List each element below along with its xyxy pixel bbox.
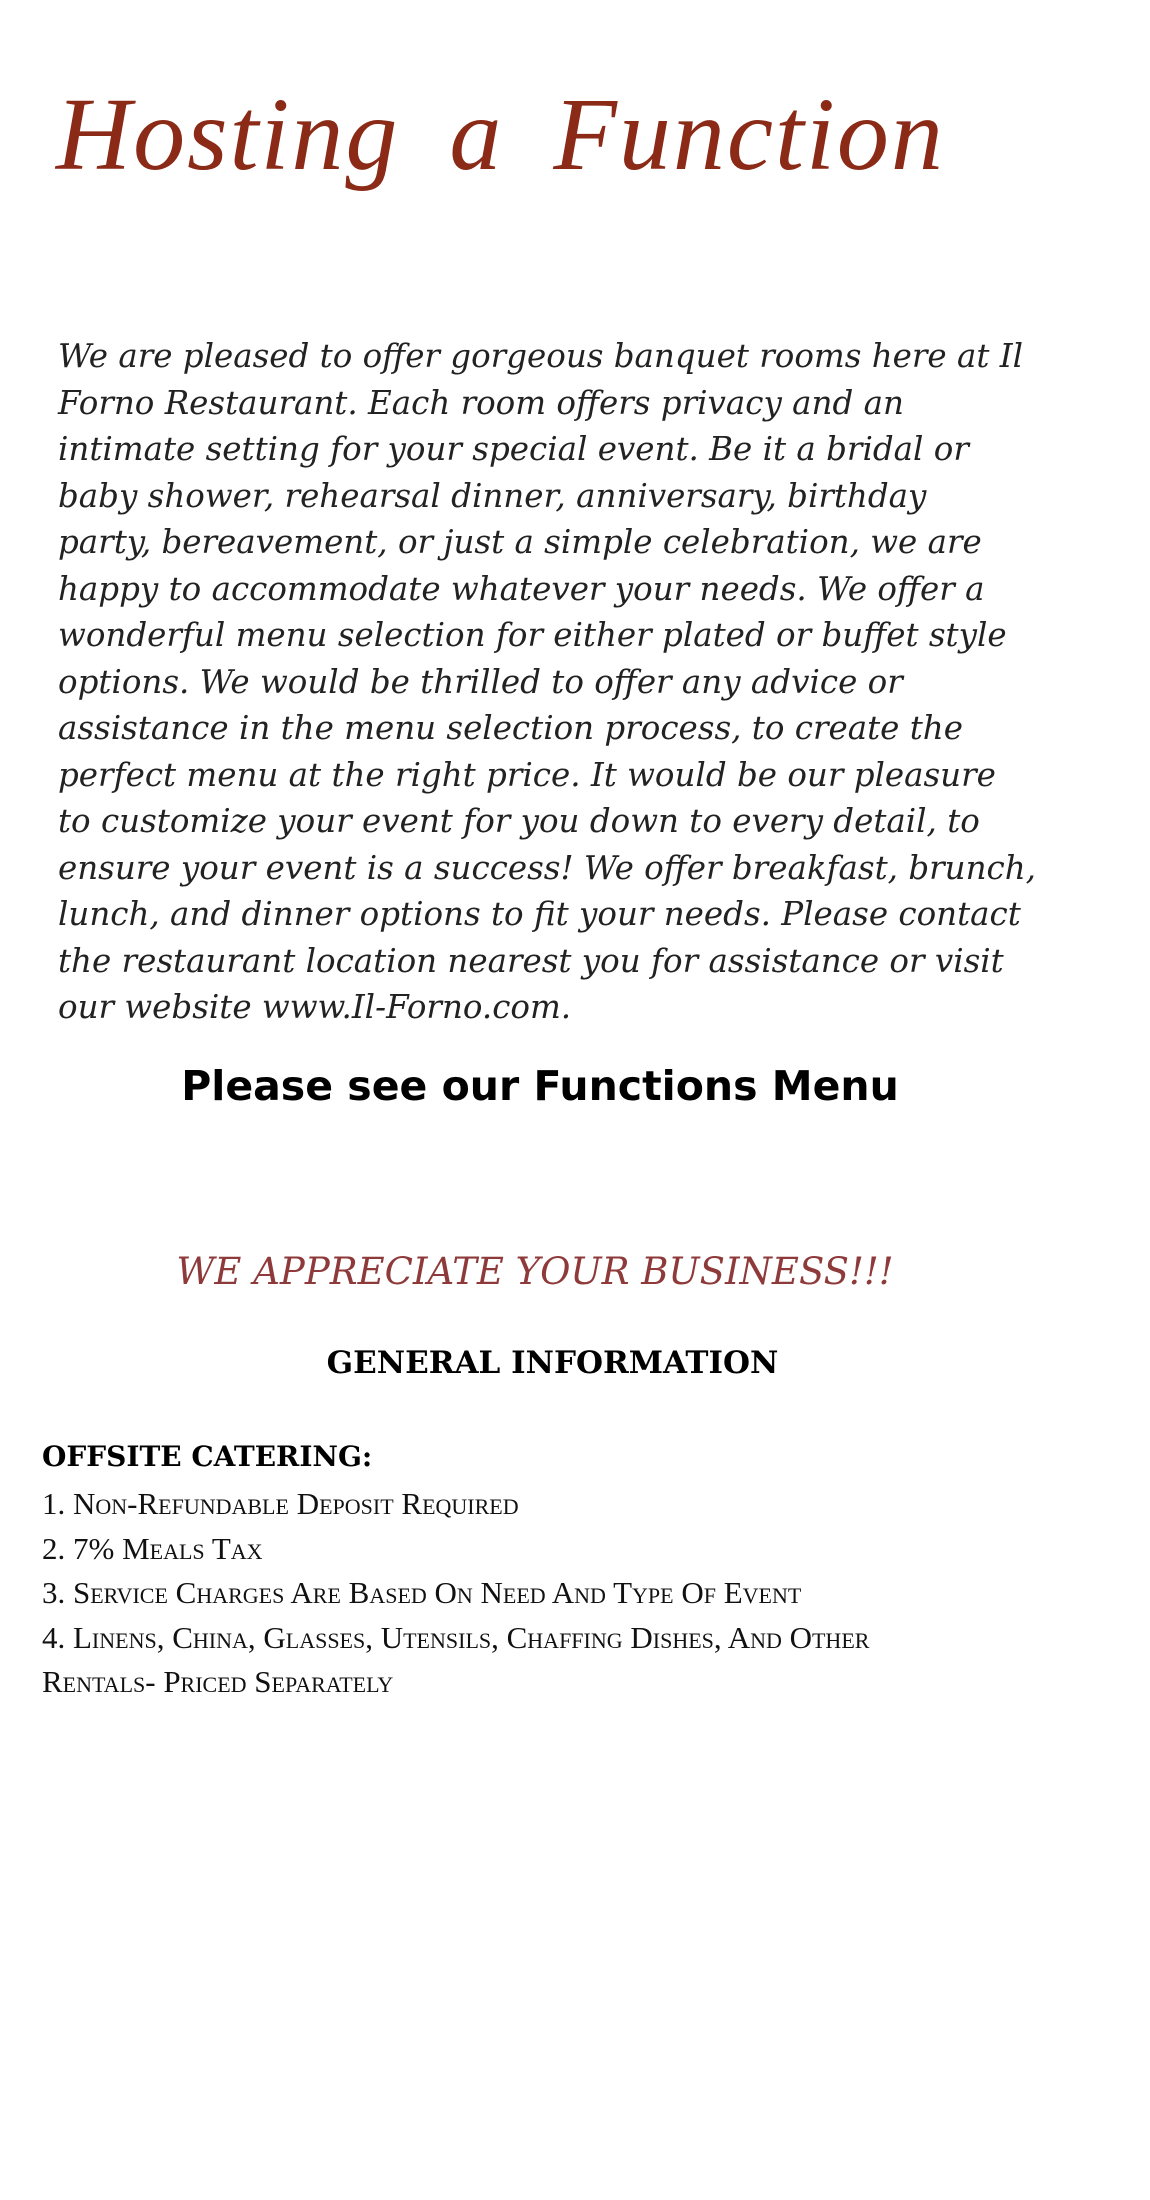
general-information-heading: GENERAL INFORMATION [326, 1345, 779, 1381]
intro-paragraph [58, 333, 1058, 1031]
list-item: 2. 7% Meals Tax [42, 1530, 263, 1566]
list-item: Rentals- Priced Separately [42, 1664, 394, 1699]
list-item: 4. Linens, China, Glasses, Utensils, Chaffing Dishes, And Other [42, 1619, 870, 1655]
intro-line: ensure your event is a success! We offer breakfast, brunch, [58, 848, 1036, 887]
intro-line: intimate setting for your special event. Be it a bridal or [58, 430, 969, 468]
intro-line: to customize your event for you down to every detail, to [58, 802, 980, 840]
intro-line: Forno Restaurant. Each room offers privacy and an [58, 383, 904, 422]
list-item: 3. Service Charges Are Based On Need And Type Of Event [42, 1575, 802, 1610]
intro-line: happy to accommodate whatever your needs. We offer a [58, 569, 985, 608]
appreciation-message: WE APPRECIATE YOUR BUSINESS!!! [176, 1250, 894, 1293]
page-title: Hosting a Function [56, 77, 945, 192]
intro-line: party, bereavement, or just a simple celebration, we are [58, 523, 982, 561]
list-item: 1. Non-Refundable Deposit Required [42, 1486, 519, 1521]
intro-line: assistance in the menu selection process, to create the [58, 709, 963, 747]
intro-line: We are pleased to offer gorgeous banquet rooms here at Il [58, 337, 1023, 375]
intro-line: lunch, and dinner options to fit your needs. Please contact [58, 895, 1021, 933]
intro-line: options. We would be thrilled to offer any advice or [58, 662, 903, 701]
intro-line: the restaurant location nearest you for assistance or visit [58, 941, 1004, 980]
offsite-catering-list [42, 1482, 869, 1705]
intro-line: our website www.Il-Forno.com. [58, 988, 572, 1026]
intro-line: baby shower, rehearsal dinner, anniversary, birthday [58, 476, 927, 515]
intro-line: perfect menu at the right price. It would be our pleasure [58, 755, 996, 794]
functions-menu-note: Please see our Functions Menu [181, 1062, 899, 1110]
offsite-catering-heading: OFFSITE CATERING: [42, 1440, 373, 1473]
intro-line: wonderful menu selection for either plated or buffet style [58, 616, 1007, 654]
